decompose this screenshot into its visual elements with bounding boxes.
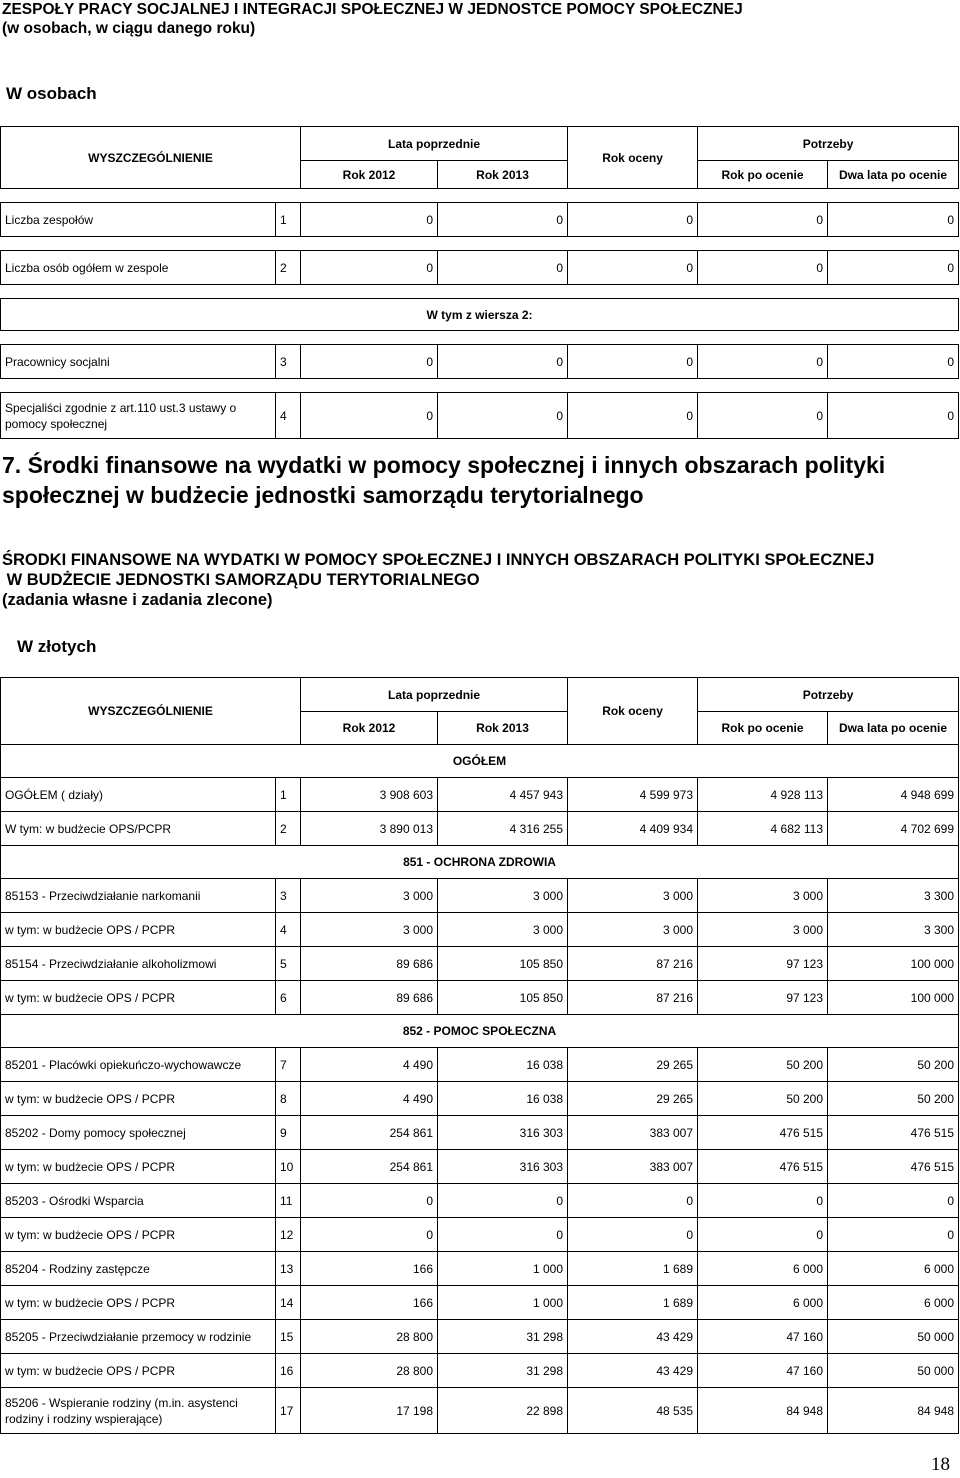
table-row — [1, 203, 959, 237]
cell: 0 — [568, 1218, 698, 1252]
cell: 0 — [828, 251, 959, 285]
row-label: 85206 - Wspieranie rodziny (m.in. asystenci rodziny i rodziny wspierające) — [1, 1388, 276, 1434]
cell: 476 515 — [828, 1116, 959, 1150]
unit-label-persons: W osobach — [6, 84, 97, 103]
spacer — [1, 189, 959, 203]
cell: 6 000 — [698, 1286, 828, 1320]
table-row — [1, 251, 959, 285]
row-number: 13 — [276, 1252, 301, 1286]
cell: 3 000 — [438, 879, 568, 913]
cell: 4 457 943 — [438, 778, 568, 812]
cell: 0 — [568, 1184, 698, 1218]
cell: 3 000 — [568, 913, 698, 947]
table-row — [1, 1354, 959, 1388]
cell: 28 800 — [301, 1354, 438, 1388]
cell: 3 000 — [698, 879, 828, 913]
row-label: Specjaliści zgodnie z art.110 ust.3 ustawy o pomocy społecznej — [1, 393, 276, 439]
row-label: Pracownicy socjalni — [1, 345, 276, 379]
cell: 4 682 113 — [698, 812, 828, 846]
table-row — [1, 393, 959, 439]
table-row — [1, 1048, 959, 1082]
cell: 84 948 — [698, 1388, 828, 1434]
cell: 0 — [301, 393, 438, 439]
cell: 50 200 — [828, 1082, 959, 1116]
cell: 100 000 — [828, 981, 959, 1015]
cell: 89 686 — [301, 947, 438, 981]
cell: 47 160 — [698, 1320, 828, 1354]
table-row — [1, 1286, 959, 1320]
subtitle-line-2: W BUDŻECIE JEDNOSTKI SAMORZĄDU TERYTORIALNEGO — [2, 571, 480, 589]
row-label: 85203 - Ośrodki Wsparcia — [1, 1184, 276, 1218]
cell: 0 — [698, 1218, 828, 1252]
report-title: ZESPOŁY PRACY SOCJALNEJ I INTEGRACJI SPOŁECZNEJ W JEDNOSTCE POMOCY SPOŁECZNEJ — [2, 1, 743, 18]
cell: 0 — [698, 251, 828, 285]
section-7-title: 7. Środki finansowe na wydatki w pomocy społecznej i innych obszarach polityki społecznej w budżecie jednostki samorządu terytorialnego — [2, 452, 886, 508]
table-row — [1, 778, 959, 812]
section-7-subtitle — [2, 550, 957, 610]
cell: 1 000 — [438, 1252, 568, 1286]
cell: 47 160 — [698, 1354, 828, 1388]
table-row — [1, 913, 959, 947]
unit-label-pln: W złotych — [17, 637, 97, 656]
cell: 105 850 — [438, 947, 568, 981]
row-number: 6 — [276, 981, 301, 1015]
table-row — [1, 1184, 959, 1218]
cell: 0 — [301, 345, 438, 379]
cell: 31 298 — [438, 1354, 568, 1388]
row-number: 17 — [276, 1388, 301, 1434]
header-rok-po: Rok po ocenie — [698, 712, 828, 745]
table-row — [1, 812, 959, 846]
row-number: 4 — [276, 393, 301, 439]
cell: 22 898 — [438, 1388, 568, 1434]
row-label: w tym: w budżecie OPS / PCPR — [1, 1082, 276, 1116]
cell: 476 515 — [698, 1150, 828, 1184]
cell: 3 000 — [568, 879, 698, 913]
cell: 166 — [301, 1252, 438, 1286]
row-label: w tym: w budżecie OPS / PCPR — [1, 913, 276, 947]
cell: 0 — [698, 393, 828, 439]
cell: 3 300 — [828, 879, 959, 913]
table-row — [1, 981, 959, 1015]
report-subtitle: (w osobach, w ciągu danego roku) — [2, 20, 256, 37]
cell: 50 000 — [828, 1354, 959, 1388]
table-row — [1, 1116, 959, 1150]
cell: 0 — [698, 345, 828, 379]
cell: 0 — [698, 1184, 828, 1218]
header-dwa-lata: Dwa lata po ocenie — [828, 161, 959, 189]
cell: 43 429 — [568, 1354, 698, 1388]
row-label: 85202 - Domy pomocy społecznej — [1, 1116, 276, 1150]
cell: 105 850 — [438, 981, 568, 1015]
row-number: 14 — [276, 1286, 301, 1320]
cell: 0 — [438, 1218, 568, 1252]
col-header: WYSZCZEGÓLNIENIE — [1, 127, 301, 189]
cell: 16 038 — [438, 1082, 568, 1116]
header-rok-oceny: Rok oceny — [568, 127, 698, 189]
table-row — [1, 1252, 959, 1286]
row-label: w tym: w budżecie OPS / PCPR — [1, 1218, 276, 1252]
row-number: 1 — [276, 778, 301, 812]
cell: 29 265 — [568, 1048, 698, 1082]
cell: 4 948 699 — [828, 778, 959, 812]
cell: 0 — [568, 251, 698, 285]
cell: 6 000 — [828, 1286, 959, 1320]
header-prev-years: Lata poprzednie — [301, 678, 568, 712]
cell: 3 000 — [301, 879, 438, 913]
page-number: 18 — [931, 1454, 950, 1475]
cell: 6 000 — [828, 1252, 959, 1286]
cell: 100 000 — [828, 947, 959, 981]
header-2013: Rok 2013 — [438, 712, 568, 745]
header-prev-years: Lata poprzednie — [301, 127, 568, 161]
table-row — [1, 947, 959, 981]
cell: 0 — [828, 1184, 959, 1218]
cell: 3 300 — [828, 913, 959, 947]
table-row — [1, 1082, 959, 1116]
cell: 87 216 — [568, 947, 698, 981]
cell: 4 409 934 — [568, 812, 698, 846]
row-label: 85205 - Przeciwdziałanie przemocy w rodzinie — [1, 1320, 276, 1354]
cell: 0 — [438, 251, 568, 285]
cell: 3 908 603 — [301, 778, 438, 812]
finance-table — [0, 677, 959, 1434]
cell: 0 — [698, 203, 828, 237]
cell: 3 000 — [698, 913, 828, 947]
cell: 4 316 255 — [438, 812, 568, 846]
cell: 6 000 — [698, 1252, 828, 1286]
row-label: w tym: w budżecie OPS / PCPR — [1, 1354, 276, 1388]
cell: 0 — [828, 345, 959, 379]
row-label: 85204 - Rodziny zastępcze — [1, 1252, 276, 1286]
row-number: 5 — [276, 947, 301, 981]
row-number: 9 — [276, 1116, 301, 1150]
band-852: 852 - POMOC SPOŁECZNA — [1, 1015, 959, 1048]
cell: 84 948 — [828, 1388, 959, 1434]
cell: 29 265 — [568, 1082, 698, 1116]
row-label: w tym: w budżecie OPS / PCPR — [1, 1150, 276, 1184]
spacer — [1, 379, 959, 393]
row-label: Liczba zespołów — [1, 203, 276, 237]
row-label: Liczba osób ogółem w zespole — [1, 251, 276, 285]
cell: 4 599 973 — [568, 778, 698, 812]
row-label: 85201 - Placówki opiekuńczo-wychowawcze — [1, 1048, 276, 1082]
row-number: 15 — [276, 1320, 301, 1354]
cell: 0 — [828, 203, 959, 237]
cell: 50 000 — [828, 1320, 959, 1354]
cell: 0 — [301, 1218, 438, 1252]
header-rok-oceny: Rok oceny — [568, 678, 698, 745]
cell: 254 861 — [301, 1116, 438, 1150]
row-number: 7 — [276, 1048, 301, 1082]
row-label: 85153 - Przeciwdziałanie narkomanii — [1, 879, 276, 913]
header-2012: Rok 2012 — [301, 161, 438, 189]
cell: 476 515 — [698, 1116, 828, 1150]
cell: 17 198 — [301, 1388, 438, 1434]
cell: 89 686 — [301, 981, 438, 1015]
band-total: OGÓŁEM — [1, 745, 959, 778]
row-number: 11 — [276, 1184, 301, 1218]
cell: 43 429 — [568, 1320, 698, 1354]
header-needs: Potrzeby — [698, 678, 959, 712]
cell: 3 000 — [301, 913, 438, 947]
row-label: 85154 - Przeciwdziałanie alkoholizmowi — [1, 947, 276, 981]
cell: 3 000 — [438, 913, 568, 947]
cell: 0 — [438, 345, 568, 379]
row-number: 12 — [276, 1218, 301, 1252]
row-label: w tym: w budżecie OPS / PCPR — [1, 981, 276, 1015]
spacer — [1, 237, 959, 251]
cell: 50 200 — [698, 1082, 828, 1116]
cell: 0 — [568, 203, 698, 237]
cell: 0 — [301, 203, 438, 237]
cell: 0 — [828, 393, 959, 439]
cell: 4 490 — [301, 1082, 438, 1116]
row-number: 2 — [276, 251, 301, 285]
cell: 1 000 — [438, 1286, 568, 1320]
col-header: WYSZCZEGÓLNIENIE — [1, 678, 301, 745]
cell: 0 — [438, 203, 568, 237]
cell: 0 — [568, 345, 698, 379]
cell: 316 303 — [438, 1116, 568, 1150]
cell: 0 — [568, 393, 698, 439]
cell: 16 038 — [438, 1048, 568, 1082]
row-label: w tym: w budżecie OPS / PCPR — [1, 1286, 276, 1320]
row-number: 3 — [276, 879, 301, 913]
cell: 1 689 — [568, 1286, 698, 1320]
cell: 0 — [301, 251, 438, 285]
table-row — [1, 1388, 959, 1434]
table-row — [1, 1150, 959, 1184]
band-851: 851 - OCHRONA ZDROWIA — [1, 846, 959, 879]
row-number: 1 — [276, 203, 301, 237]
row-number: 2 — [276, 812, 301, 846]
spacer — [1, 331, 959, 345]
subheading-band: W tym z wiersza 2: — [1, 299, 959, 331]
row-number: 4 — [276, 913, 301, 947]
cell: 0 — [828, 1218, 959, 1252]
spacer — [1, 285, 959, 299]
cell: 166 — [301, 1286, 438, 1320]
header-rok-po: Rok po ocenie — [698, 161, 828, 189]
cell: 383 007 — [568, 1150, 698, 1184]
cell: 0 — [301, 1184, 438, 1218]
cell: 50 200 — [698, 1048, 828, 1082]
table-row — [1, 1218, 959, 1252]
cell: 4 928 113 — [698, 778, 828, 812]
cell: 50 200 — [828, 1048, 959, 1082]
row-number: 3 — [276, 345, 301, 379]
row-number: 8 — [276, 1082, 301, 1116]
row-label: W tym: w budżecie OPS/PCPR — [1, 812, 276, 846]
table-row — [1, 879, 959, 913]
cell: 31 298 — [438, 1320, 568, 1354]
cell: 4 702 699 — [828, 812, 959, 846]
subtitle-line-3: (zadania własne i zadania zlecone) — [2, 591, 273, 609]
row-number: 16 — [276, 1354, 301, 1388]
header-2012: Rok 2012 — [301, 712, 438, 745]
cell: 0 — [438, 1184, 568, 1218]
header-needs: Potrzeby — [698, 127, 959, 161]
cell: 3 890 013 — [301, 812, 438, 846]
table-row — [1, 345, 959, 379]
subtitle-line-1: ŚRODKI FINANSOWE NA WYDATKI W POMOCY SPOŁECZNEJ I INNYCH OBSZARACH POLITYKI SPOŁECZNEJ — [2, 551, 875, 569]
cell: 87 216 — [568, 981, 698, 1015]
cell: 48 535 — [568, 1388, 698, 1434]
row-number: 10 — [276, 1150, 301, 1184]
cell: 97 123 — [698, 947, 828, 981]
cell: 254 861 — [301, 1150, 438, 1184]
teams-table — [0, 126, 959, 439]
row-label: OGÓŁEM ( działy) — [1, 778, 276, 812]
cell: 4 490 — [301, 1048, 438, 1082]
cell: 1 689 — [568, 1252, 698, 1286]
table-row — [1, 1320, 959, 1354]
cell: 316 303 — [438, 1150, 568, 1184]
cell: 476 515 — [828, 1150, 959, 1184]
cell: 97 123 — [698, 981, 828, 1015]
header-dwa-lata: Dwa lata po ocenie — [828, 712, 959, 745]
cell: 0 — [438, 393, 568, 439]
cell: 28 800 — [301, 1320, 438, 1354]
header-2013: Rok 2013 — [438, 161, 568, 189]
cell: 383 007 — [568, 1116, 698, 1150]
